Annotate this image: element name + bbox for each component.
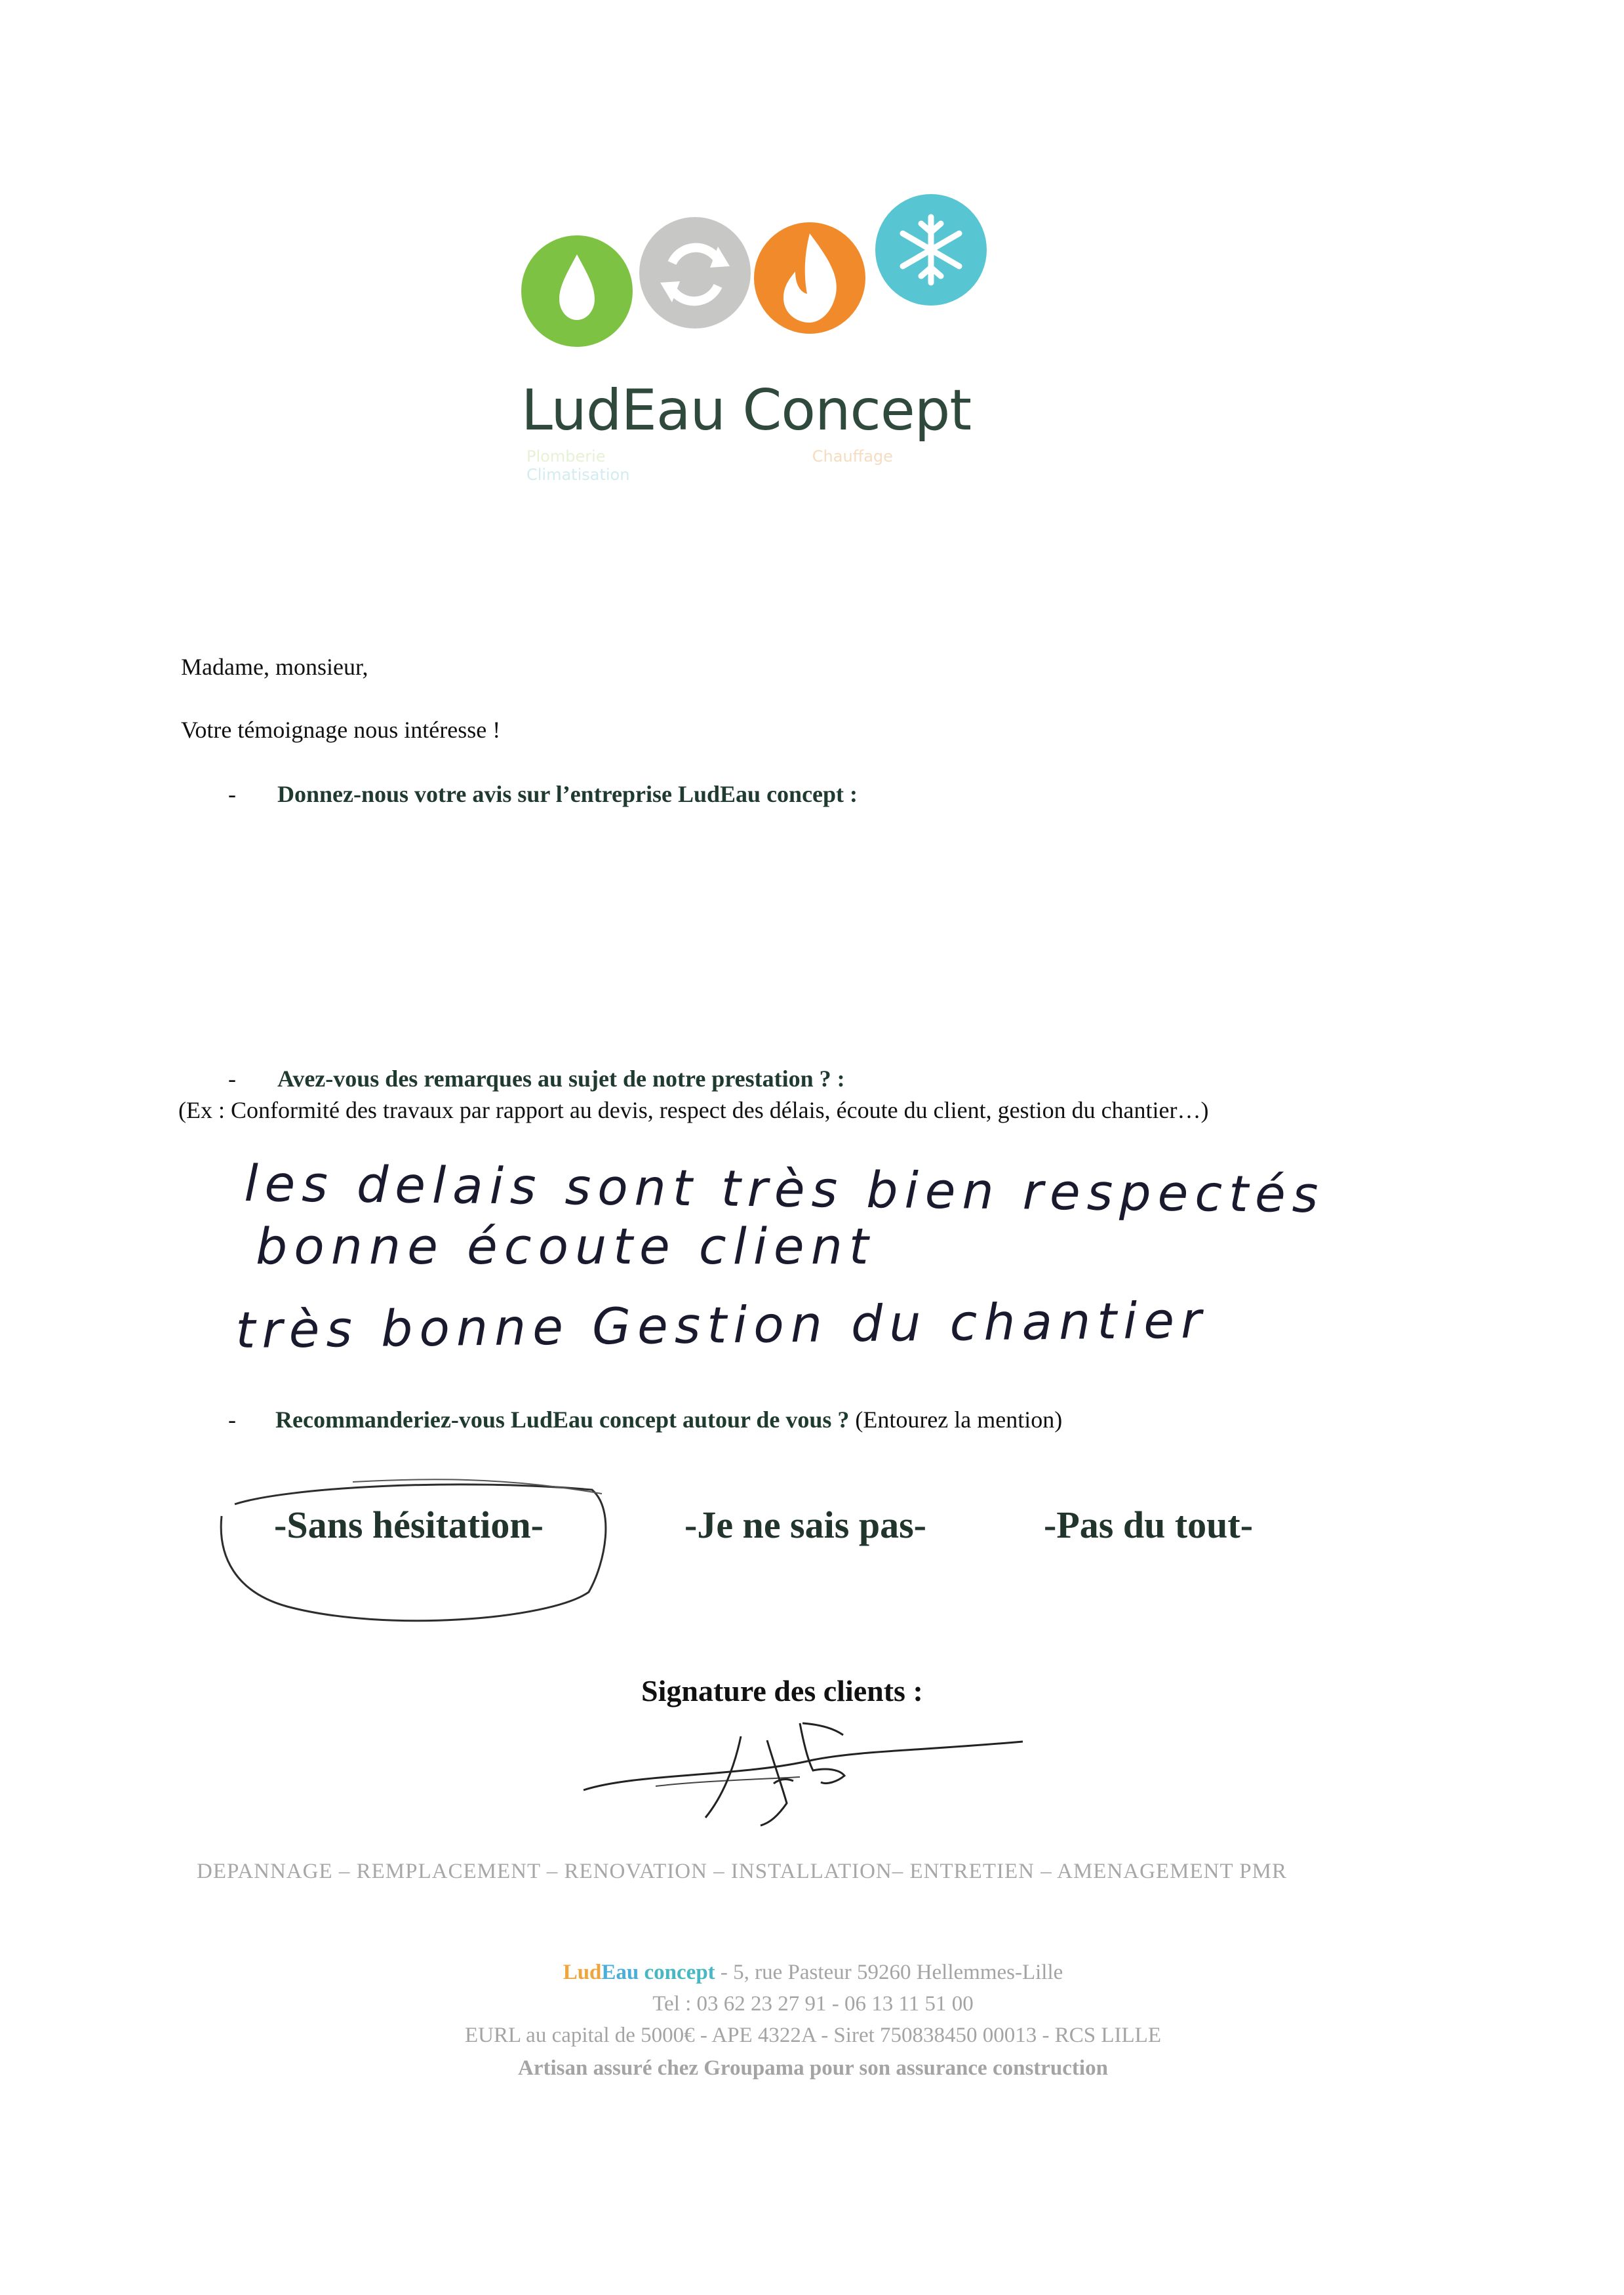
bullet-dash: - (228, 781, 236, 807)
brand-tagline (526, 447, 985, 484)
bullet-dash: - (228, 1066, 236, 1092)
bullet-dash: - (228, 1407, 236, 1433)
handwritten-answer-line: très bonne Gestion du chantier (235, 1290, 1208, 1359)
option-pas-du-tout[interactable]: -Pas du tout- (1044, 1504, 1254, 1546)
option-je-ne-sais-pas[interactable]: -Je ne sais pas- (684, 1504, 926, 1546)
company-logo (521, 194, 993, 351)
snowflake-icon (875, 194, 987, 306)
question-recommend: Recommanderiez-vous LudEau concept autour de vous ? (275, 1407, 850, 1433)
question-opinion: Donnez-nous votre avis sur l’entreprise LudEau concept : (277, 781, 858, 807)
footer-address: - 5, rue Pasteur 59260 Hellemmes-Lille (715, 1961, 1063, 1984)
recycle-arrows-icon (639, 217, 751, 329)
tagline-chauffage: Chauffage (812, 447, 893, 466)
footer-legal: EURL au capital de 5000€ - APE 4322A - Siret 750838450 00013 - RCS LILLE (465, 2024, 1161, 2047)
intro-text: Votre témoignage nous intéresse ! (181, 717, 501, 743)
footer-company-concept: concept (644, 1961, 715, 1984)
water-drop-icon (521, 235, 633, 347)
footer-assurance: Artisan assuré chez Groupama pour son assurance construction (518, 2056, 1108, 2080)
selection-circle (208, 1464, 615, 1634)
signature-label: Signature des clients : (641, 1674, 923, 1707)
question-remarks: Avez-vous des remarques au sujet de notre prestation ? : (277, 1066, 845, 1092)
question-recommend-line (275, 1406, 1062, 1433)
flame-icon (754, 222, 865, 334)
handwritten-answer-line: les delais sont très bien respectés (244, 1154, 1325, 1224)
tagline-climatisation: Climatisation (526, 466, 630, 484)
handwritten-answer-line: bonne écoute client (256, 1217, 875, 1275)
footer-services: DEPANNAGE – REMPLACEMENT – RENOVATION – INSTALLATION– ENTRETIEN – AMENAGEMENT PMR (197, 1860, 1287, 1883)
question-recommend-instruction: (Entourez la mention) (855, 1407, 1063, 1433)
footer-tel: Tel : 03 62 23 27 91 - 06 13 11 51 00 (652, 1992, 974, 2016)
footer-address-line (262, 1961, 1364, 1985)
tagline-plomberie: Plomberie (526, 447, 606, 466)
client-signature (577, 1705, 1036, 1843)
question-remarks-example: (Ex : Conformité des travaux par rapport au devis, respect des délais, écoute du client, gestion du chantier…) (178, 1097, 1209, 1123)
salutation: Madame, monsieur, (181, 654, 368, 680)
option-sans-hesitation[interactable]: -Sans hésitation- (274, 1504, 544, 1546)
footer-company-lud: Lud (563, 1961, 602, 1984)
brand-name: LudEau Concept (521, 378, 972, 443)
footer-company-eau: Eau (601, 1961, 639, 1984)
